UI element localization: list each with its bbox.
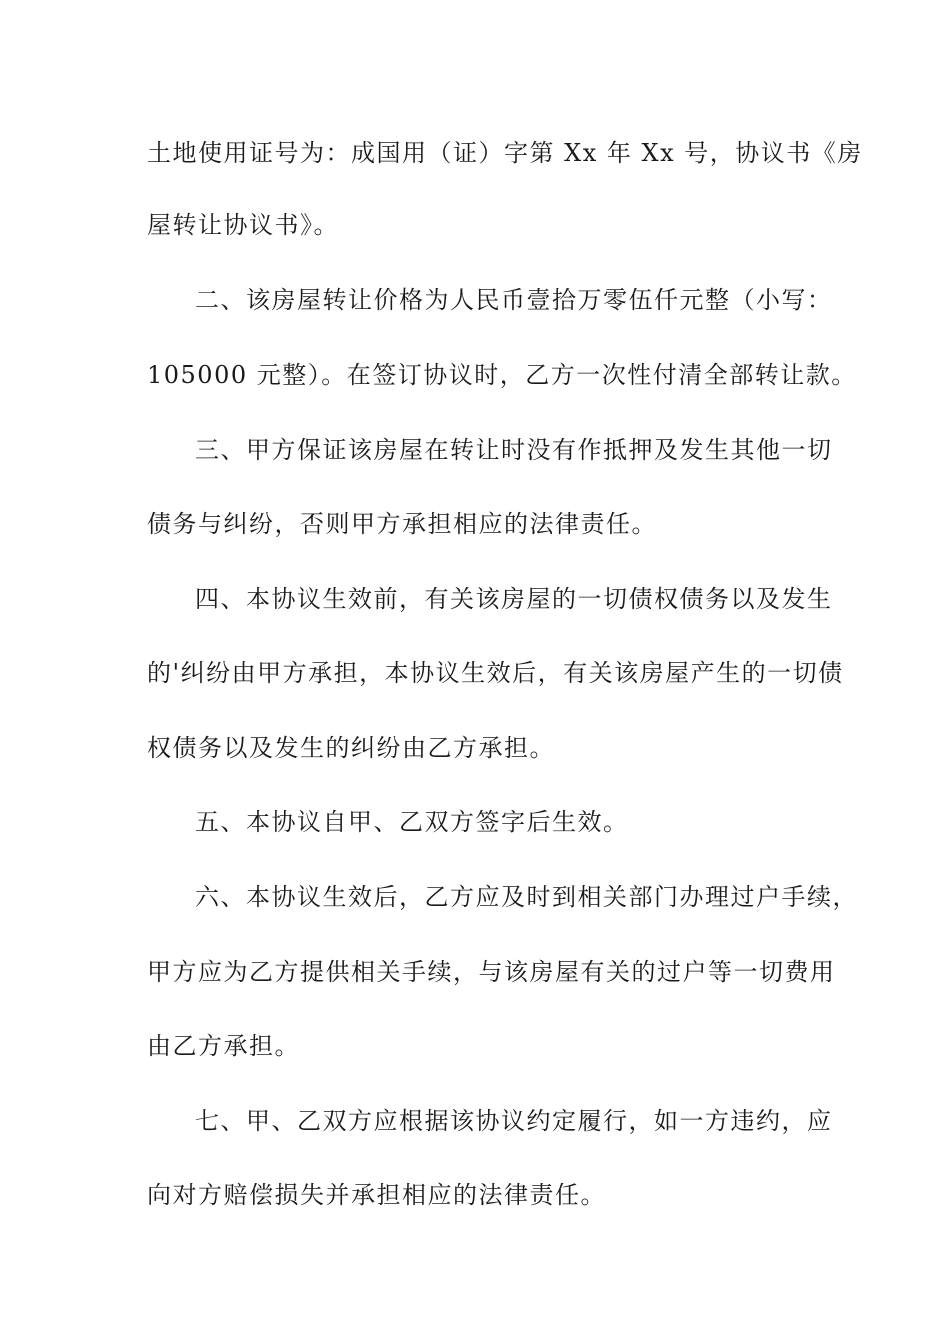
text-line: 二、该房屋转让价格为人民币壹拾万零伍仟元整（小写：	[195, 286, 833, 314]
text-line: 四、本协议生效前，有关该房屋的一切债权债务以及发生	[195, 585, 833, 613]
text-line: 六、本协议生效后，乙方应及时到相关部门办理过户手续，	[195, 883, 858, 911]
text-line: 五、本协议自甲、乙双方签字后生效。	[195, 808, 629, 836]
text-line: 七、甲、乙双方应根据该协议约定履行，如一方违约，应	[195, 1107, 833, 1135]
text-line: 甲方应为乙方提供相关手续，与该房屋有关的过户等一切费用	[147, 958, 836, 986]
text-line: 三、甲方保证该房屋在转让时没有作抵押及发生其他一切	[195, 436, 833, 464]
text-line: 由乙方承担。	[147, 1032, 300, 1060]
text-line: 的'纠纷由甲方承担，本协议生效后，有关该房屋产生的一切债	[147, 659, 844, 687]
text-line: 向对方赔偿损失并承担相应的法律责任。	[147, 1181, 606, 1209]
text-line: 105000 元整）。在签订协议时，乙方一次性付清全部转让款。	[147, 361, 857, 389]
text-line: 土地使用证号为：成国用（证）字第 Xx 年 Xx 号，协议书《房	[147, 139, 863, 167]
text-line: 债务与纠纷，否则甲方承担相应的法律责任。	[147, 510, 657, 538]
text-line: 权债务以及发生的纠纷由乙方承担。	[147, 734, 555, 762]
text-line: 屋转让协议书》。	[147, 211, 339, 239]
